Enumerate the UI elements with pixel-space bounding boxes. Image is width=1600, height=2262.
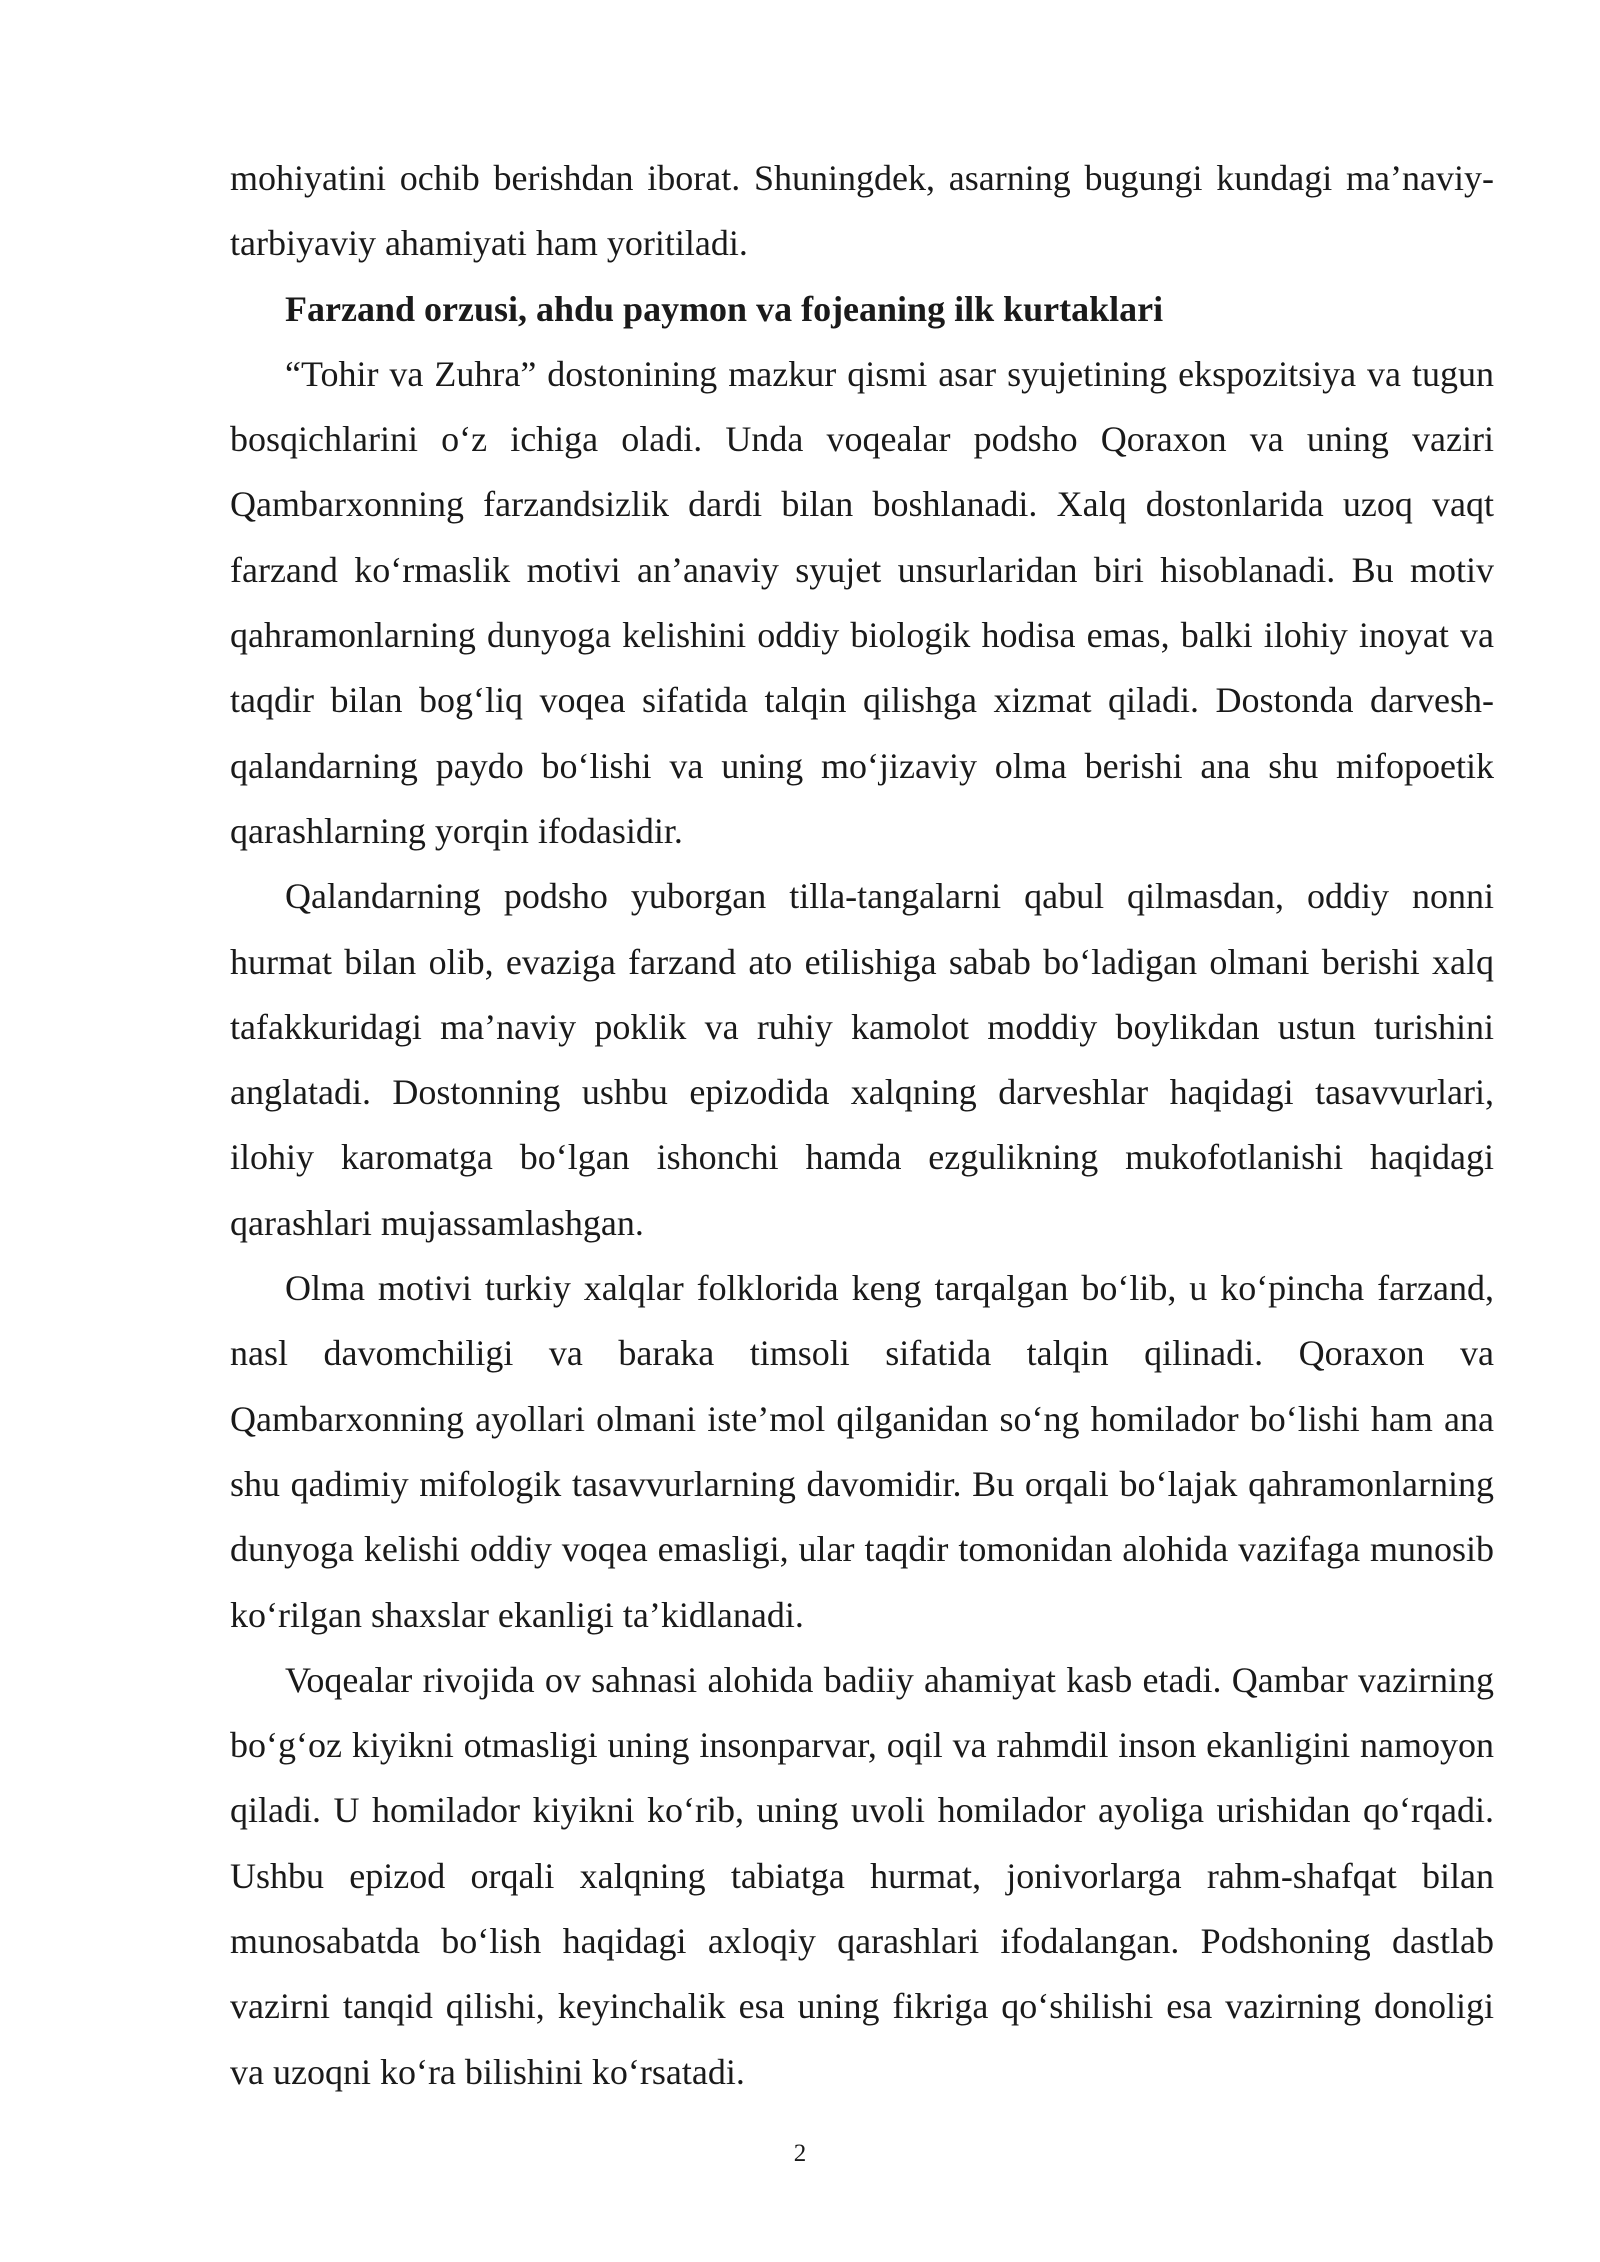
paragraph-exposition: “Tohir va Zuhra” dostonining mazkur qismi asar syujetining ekspozitsiya va tugun bosqichlarini o‘z ichiga oladi. Unda voqealar podsho Qoraxon va uning vaziri Qambarxonning farzandsizlik dardi bilan boshlanadi. Xalq dostonlarida uzoq vaqt farzand ko‘rmaslik motivi an’anaviy syujet unsurlaridan biri hisoblanadi. Bu motiv qahramonlarning dunyoga kelishini oddiy biologik hodisa emas, balki ilohiy inoyat va taqdir bilan bog‘liq voqea sifatida talqin qilishga xizmat qiladi. Dostonda darvesh-qalandarning paydo bo‘lishi va uning mo‘jizaviy olma berishi ana shu mifopoetik qarashlarning yorqin ifodasidir. xyxy=(230,353,1494,851)
paragraph-hunt-scene: Voqealar rivojida ov sahnasi alohida badiiy ahamiyat kasb etadi. Qambar vazirning bo‘g‘oz kiyikni otmasligi uning insonparvar, oqil va rahmdil inson ekanligini namoyon qiladi. U homilador kiyikni ko‘rib, uning uvoli homilador ayoliga urishidan qo‘rqadi. Ushbu epizod orqali xalqning tabiatga hurmat, jonivorlarga rahm-shafqat bilan munosabatda bo‘lish haqidagi axloqiy qarashlari ifodalangan. Podshoning dastlab vazirni tanqid qilishi, keyinchalik esa uning fikriga qo‘shilishi esa vazirning donoligi va uzoqni ko‘ra bilishini ko‘rsatadi. xyxy=(230,1659,1494,2092)
paragraph-qalandar: Qalandarning podsho yuborgan tilla-tangalarni qabul qilmasdan, oddiy nonni hurmat bilan olib, evaziga farzand ato etilishiga sabab bo‘ladigan olmani berishi xalq tafakkuridagi ma’naviy poklik va ruhiy kamolot moddiy boylikdan ustun turishini anglatadi. Dostonning ushbu epizodida xalqning darveshlar haqidagi tasavvurlari, ilohiy karomatga bo‘lgan ishonchi hamda ezgulikning mukofotlanishi haqidagi qarashlari mujassamlashgan. xyxy=(230,876,1494,1243)
section-heading: Farzand orzusi, ahdu paymon va fojeaning ilk kurtaklari xyxy=(285,288,1164,329)
paragraph-apple-motif: Olma motivi turkiy xalqlar folklorida keng tarqalgan bo‘lib, u ko‘pincha farzand, nasl davomchiligi va baraka timsoli sifatida talqin qilinadi. Qoraxon va Qambarxonning ayollari olmani iste’mol qilganidan so‘ng homilador bo‘lishi ham ana shu qadimiy mifologik tasavvurlarning davomidir. Bu orqali bo‘lajak qahramonlarning dunyoga kelishi oddiy voqea emasligi, ular taqdir tomonidan alohida vazifaga munosib ko‘rilgan shaxslar ekanligi ta’kidlanadi. xyxy=(230,1268,1494,1635)
page-body xyxy=(230,146,1494,2105)
paragraph-continuation: mohiyatini ochib berishdan iborat. Shuningdek, asarning bugungi kundagi ma’naviy-tarbiyaviy ahamiyati ham yoritiladi. xyxy=(230,158,1494,264)
page-number: 2 xyxy=(793,2140,807,2167)
